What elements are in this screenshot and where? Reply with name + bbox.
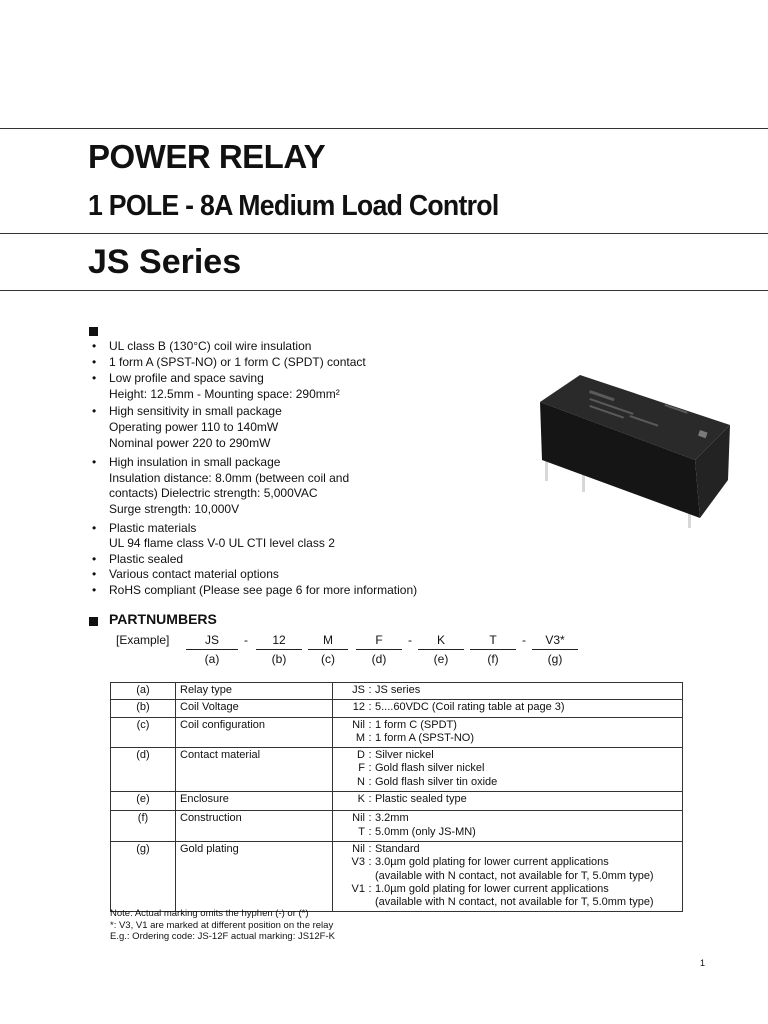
table-row	[111, 683, 683, 700]
note-line: E.g.: Ordering code: JS-12F actual marking: JS12F-K	[110, 931, 335, 942]
row-options	[333, 811, 683, 842]
example-underline-e	[418, 649, 464, 650]
option-code: N	[357, 775, 365, 788]
row-name: Coil Voltage	[176, 700, 333, 717]
option-code: Nil	[352, 812, 365, 825]
example-letter-g: (g)	[547, 652, 563, 666]
page-title: POWER RELAY	[88, 138, 326, 175]
row-name: Construction	[176, 811, 333, 842]
option-colon: :	[368, 731, 372, 744]
row-id: (g)	[111, 841, 176, 911]
option-line	[337, 883, 678, 896]
feature-item	[90, 355, 417, 371]
row-id: (c)	[111, 717, 176, 748]
option-desc: Silver nickel	[375, 749, 434, 762]
feature-text: Various contact material options	[109, 567, 279, 582]
bullet-icon: •	[92, 455, 97, 470]
option-colon: :	[368, 762, 372, 775]
option-line	[337, 684, 678, 697]
page-subtitle: 1 POLE - 8A Medium Load Control	[88, 190, 499, 222]
option-desc: Gold flash silver tin oxide	[375, 775, 498, 788]
option-colon: :	[368, 812, 372, 825]
feature-item	[90, 455, 417, 517]
example-dash: -	[522, 633, 526, 647]
option-desc: 3.0µm gold plating for lower current applications	[375, 856, 609, 869]
row-id: (d)	[111, 748, 176, 792]
header-mid-rule	[0, 233, 768, 234]
option-line	[337, 701, 678, 714]
header-bottom-rule	[0, 290, 768, 291]
header-top-rule	[0, 128, 768, 129]
option-colon: :	[368, 701, 372, 714]
option-colon: :	[368, 775, 372, 788]
option-code: Nil	[352, 842, 365, 855]
feature-item	[90, 521, 417, 552]
table-row	[111, 717, 683, 748]
example-letter-f: (f)	[487, 652, 499, 666]
partnumbers-section-marker	[89, 617, 98, 626]
row-name: Gold plating	[176, 841, 333, 911]
feature-text: UL class B (130°C) coil wire insulation	[109, 339, 312, 353]
row-options	[333, 792, 683, 811]
option-extra: (available with N contact, not available for T, 5.0mm type)	[375, 896, 654, 909]
option-code: F	[358, 762, 365, 775]
option-code: JS	[352, 684, 365, 696]
example-underline-c	[308, 649, 348, 650]
feature-detail: Height: 12.5mm - Mounting space: 290mm²	[109, 386, 340, 401]
example-underline-a	[186, 649, 238, 650]
feature-detail: Insulation distance: 8.0mm (between coil and	[109, 470, 350, 485]
option-code: K	[357, 793, 365, 806]
bullet-icon: •	[92, 582, 97, 597]
feature-detail: Operating power 110 to 140mW	[109, 419, 279, 434]
partnumber-spec-table	[110, 682, 683, 912]
example-code-c: M	[323, 633, 333, 647]
option-desc: 3.2mm	[375, 812, 409, 825]
option-desc: JS series	[375, 684, 421, 696]
example-letter-a: (a)	[204, 652, 220, 666]
feature-text: Low profile and space saving	[109, 371, 264, 386]
feature-text: Plastic sealed	[109, 551, 184, 566]
option-line	[337, 732, 678, 745]
feature-detail: Surge strength: 10,000V	[109, 501, 240, 516]
row-name: Contact material	[176, 748, 333, 792]
bullet-icon: •	[92, 404, 97, 419]
table-row	[111, 811, 683, 842]
row-name: Relay type	[176, 683, 333, 700]
example-code-f: T	[489, 633, 497, 647]
option-desc: Plastic sealed type	[375, 793, 467, 806]
bullet-icon: •	[92, 339, 97, 353]
option-colon: :	[368, 856, 372, 869]
option-colon: :	[368, 842, 372, 855]
option-code: D	[357, 749, 365, 762]
feature-item	[90, 371, 417, 402]
option-code: M	[355, 731, 365, 744]
feature-text: RoHS compliant (Please see page 6 for more information)	[109, 582, 418, 597]
feature-detail: Nominal power 220 to 290mW	[109, 435, 271, 450]
option-desc: 1.0µm gold plating for lower current applications	[375, 882, 609, 895]
option-desc: 5....60VDC (Coil rating table at page 3)	[375, 701, 565, 714]
features-section-marker	[89, 327, 98, 336]
option-line	[337, 812, 678, 825]
feature-item	[90, 552, 417, 568]
table-row	[111, 748, 683, 792]
option-colon: :	[368, 684, 372, 696]
example-code-a: JS	[204, 633, 219, 647]
example-letter-d: (d)	[371, 652, 387, 666]
option-code: V1	[351, 882, 365, 895]
option-line	[337, 762, 678, 775]
example-dash: -	[408, 633, 412, 647]
example-label: [Example]	[116, 633, 170, 647]
option-line	[337, 843, 678, 856]
option-colon: :	[368, 718, 372, 731]
row-id: (f)	[111, 811, 176, 842]
option-extra: (available with N contact, not available for T, 5.0mm type)	[375, 869, 654, 882]
feature-text: High insulation in small package	[109, 455, 281, 470]
example-code-e: K	[436, 633, 445, 647]
example-code-b: 12	[272, 633, 286, 647]
feature-item	[90, 567, 417, 583]
example-letter-e: (e)	[433, 652, 449, 666]
feature-detail: UL 94 flame class V-0 UL CTI level class 2	[109, 536, 335, 551]
feature-text: Plastic materials	[109, 520, 197, 535]
option-colon: :	[368, 825, 372, 838]
row-options	[333, 841, 683, 911]
example-dash: -	[244, 633, 248, 647]
series-title: JS Series	[88, 243, 242, 281]
option-line	[337, 793, 678, 806]
example-code-g: V3*	[545, 633, 565, 647]
relay-photo	[530, 360, 740, 530]
option-line	[337, 826, 678, 839]
option-code: T	[358, 825, 365, 838]
option-desc: 1 form A (SPST-NO)	[375, 731, 475, 744]
table-row	[111, 700, 683, 717]
option-line	[337, 856, 678, 869]
option-code: Nil	[352, 718, 365, 731]
option-line	[337, 776, 678, 789]
option-line	[337, 719, 678, 732]
option-colon: :	[368, 793, 372, 806]
example-underline-g	[532, 649, 578, 650]
row-name: Coil configuration	[176, 717, 333, 748]
example-code-d: F	[375, 633, 383, 647]
bullet-icon: •	[92, 520, 97, 535]
row-options	[333, 700, 683, 717]
example-letter-c: (c)	[321, 652, 335, 666]
feature-item	[90, 339, 417, 355]
bullet-icon: •	[92, 371, 97, 386]
table-row	[111, 841, 683, 911]
page-number: 1	[700, 958, 706, 968]
example-letter-b: (b)	[271, 652, 287, 666]
option-line	[337, 749, 678, 762]
example-underline-f	[470, 649, 516, 650]
feature-detail: contacts) Dielectric strength: 5,000VAC	[109, 486, 318, 501]
feature-item	[90, 404, 417, 451]
features-list	[90, 339, 417, 599]
option-desc: 5.0mm (only JS-MN)	[375, 825, 476, 838]
row-id: (e)	[111, 792, 176, 811]
row-id: (a)	[111, 683, 176, 700]
feature-text: 1 form A (SPST-NO) or 1 form C (SPDT) contact	[109, 354, 366, 369]
option-code: V3	[351, 856, 365, 869]
row-name: Enclosure	[176, 792, 333, 811]
option-code: 12	[352, 701, 365, 714]
example-underline-b	[256, 649, 302, 650]
option-desc: 1 form C (SPDT)	[375, 718, 457, 731]
option-desc: Gold flash silver nickel	[375, 762, 485, 775]
row-id: (b)	[111, 700, 176, 717]
table-row	[111, 792, 683, 811]
feature-text: High sensitivity in small package	[109, 404, 282, 419]
example-underline-d	[356, 649, 402, 650]
note-line: Note: Actual marking omits the hyphen (-) or (*)	[110, 908, 309, 919]
feature-item	[90, 583, 417, 599]
row-options	[333, 683, 683, 700]
row-options	[333, 717, 683, 748]
bullet-icon: •	[92, 567, 97, 582]
row-options	[333, 748, 683, 792]
bullet-icon: •	[92, 551, 97, 566]
bullet-icon: •	[92, 354, 97, 369]
option-desc: Standard	[375, 842, 420, 855]
option-colon: :	[368, 749, 372, 762]
note-line: *: V3, V1 are marked at different position on the relay	[110, 919, 334, 931]
partnumbers-heading: PARTNUMBERS	[109, 611, 217, 627]
notes	[110, 908, 335, 943]
option-colon: :	[368, 882, 372, 895]
